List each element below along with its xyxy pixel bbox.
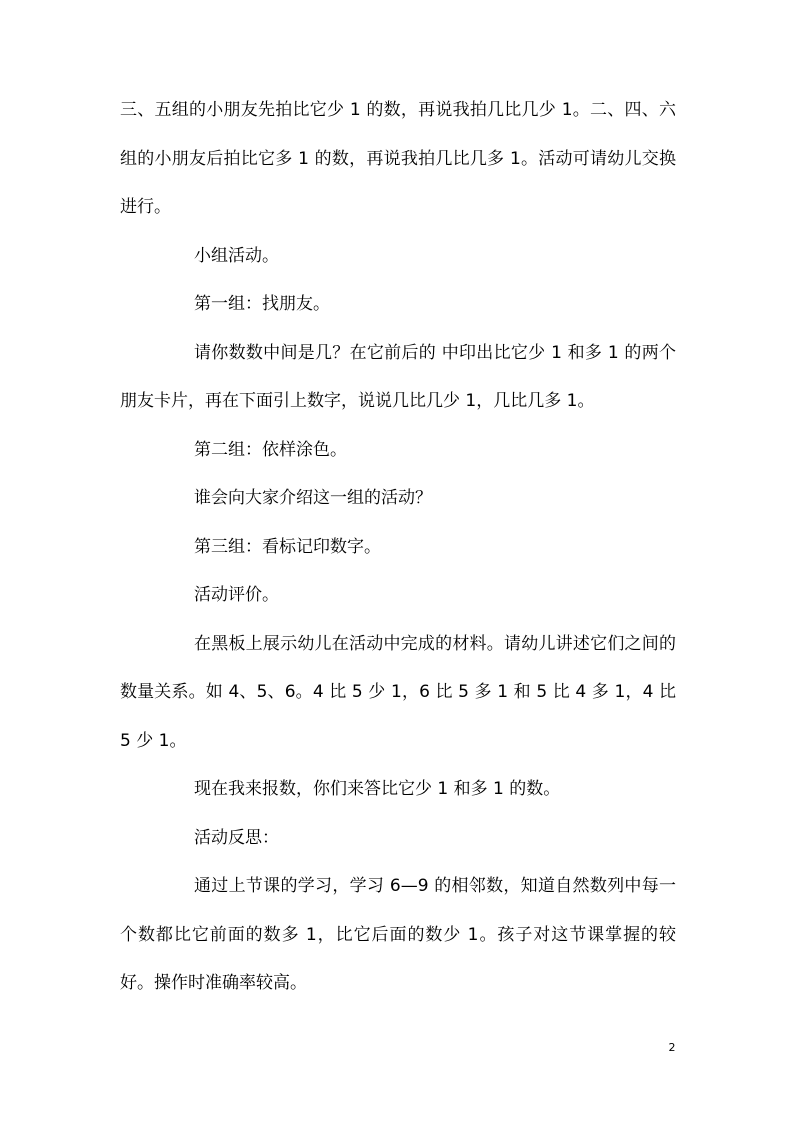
paragraph-2: 小组活动。 — [194, 245, 279, 266]
paragraph-7: 第三组：看标记印数字。 — [194, 536, 381, 557]
paragraph-1: 三、五组的小朋友先拍比它少 1 的数，再说我拍几比几少 1。二、四、六组的小朋友后拍比它多 1 的数，再说我拍几比几多 1。活动可请幼儿交换进行。 — [120, 100, 676, 217]
paragraph-9: 在黑板上展示幼儿在活动中完成的材料。请幼儿讲述它们之间的数量关系。如 4、5、6。4 比 5 少 1，6 比 5 多 1 和 5 比 4 多 1，4 比 5 少 1。 — [120, 633, 676, 751]
paragraph-3: 第一组：找朋友。 — [194, 294, 330, 314]
document-body — [120, 86, 676, 1008]
paragraph-4: 请你数数中间是几？在它前后的 中印出比它少 1 和多 1 的两个朋友卡片，再在下面引上数字，说说几比几少 1，几比几多 1。 — [120, 342, 676, 411]
paragraph-11: 活动反思： — [194, 827, 279, 848]
page-number: 2 — [668, 1041, 676, 1054]
paragraph-10: 现在我来报数，你们来答比它少 1 和多 1 的数。 — [194, 779, 561, 799]
paragraph-8: 活动评价。 — [194, 585, 279, 605]
paragraph-5: 第二组：依样涂色。 — [194, 439, 347, 460]
paragraph-6: 谁会向大家介绍这一组的活动？ — [194, 488, 432, 508]
paragraph-12: 通过上节课的学习，学习 6—9 的相邻数，知道自然数列中每一个数都比它前面的数多 1，比它后面的数少 1。孩子对这节课掌握的较好。操作时准确率较高。 — [120, 876, 676, 993]
